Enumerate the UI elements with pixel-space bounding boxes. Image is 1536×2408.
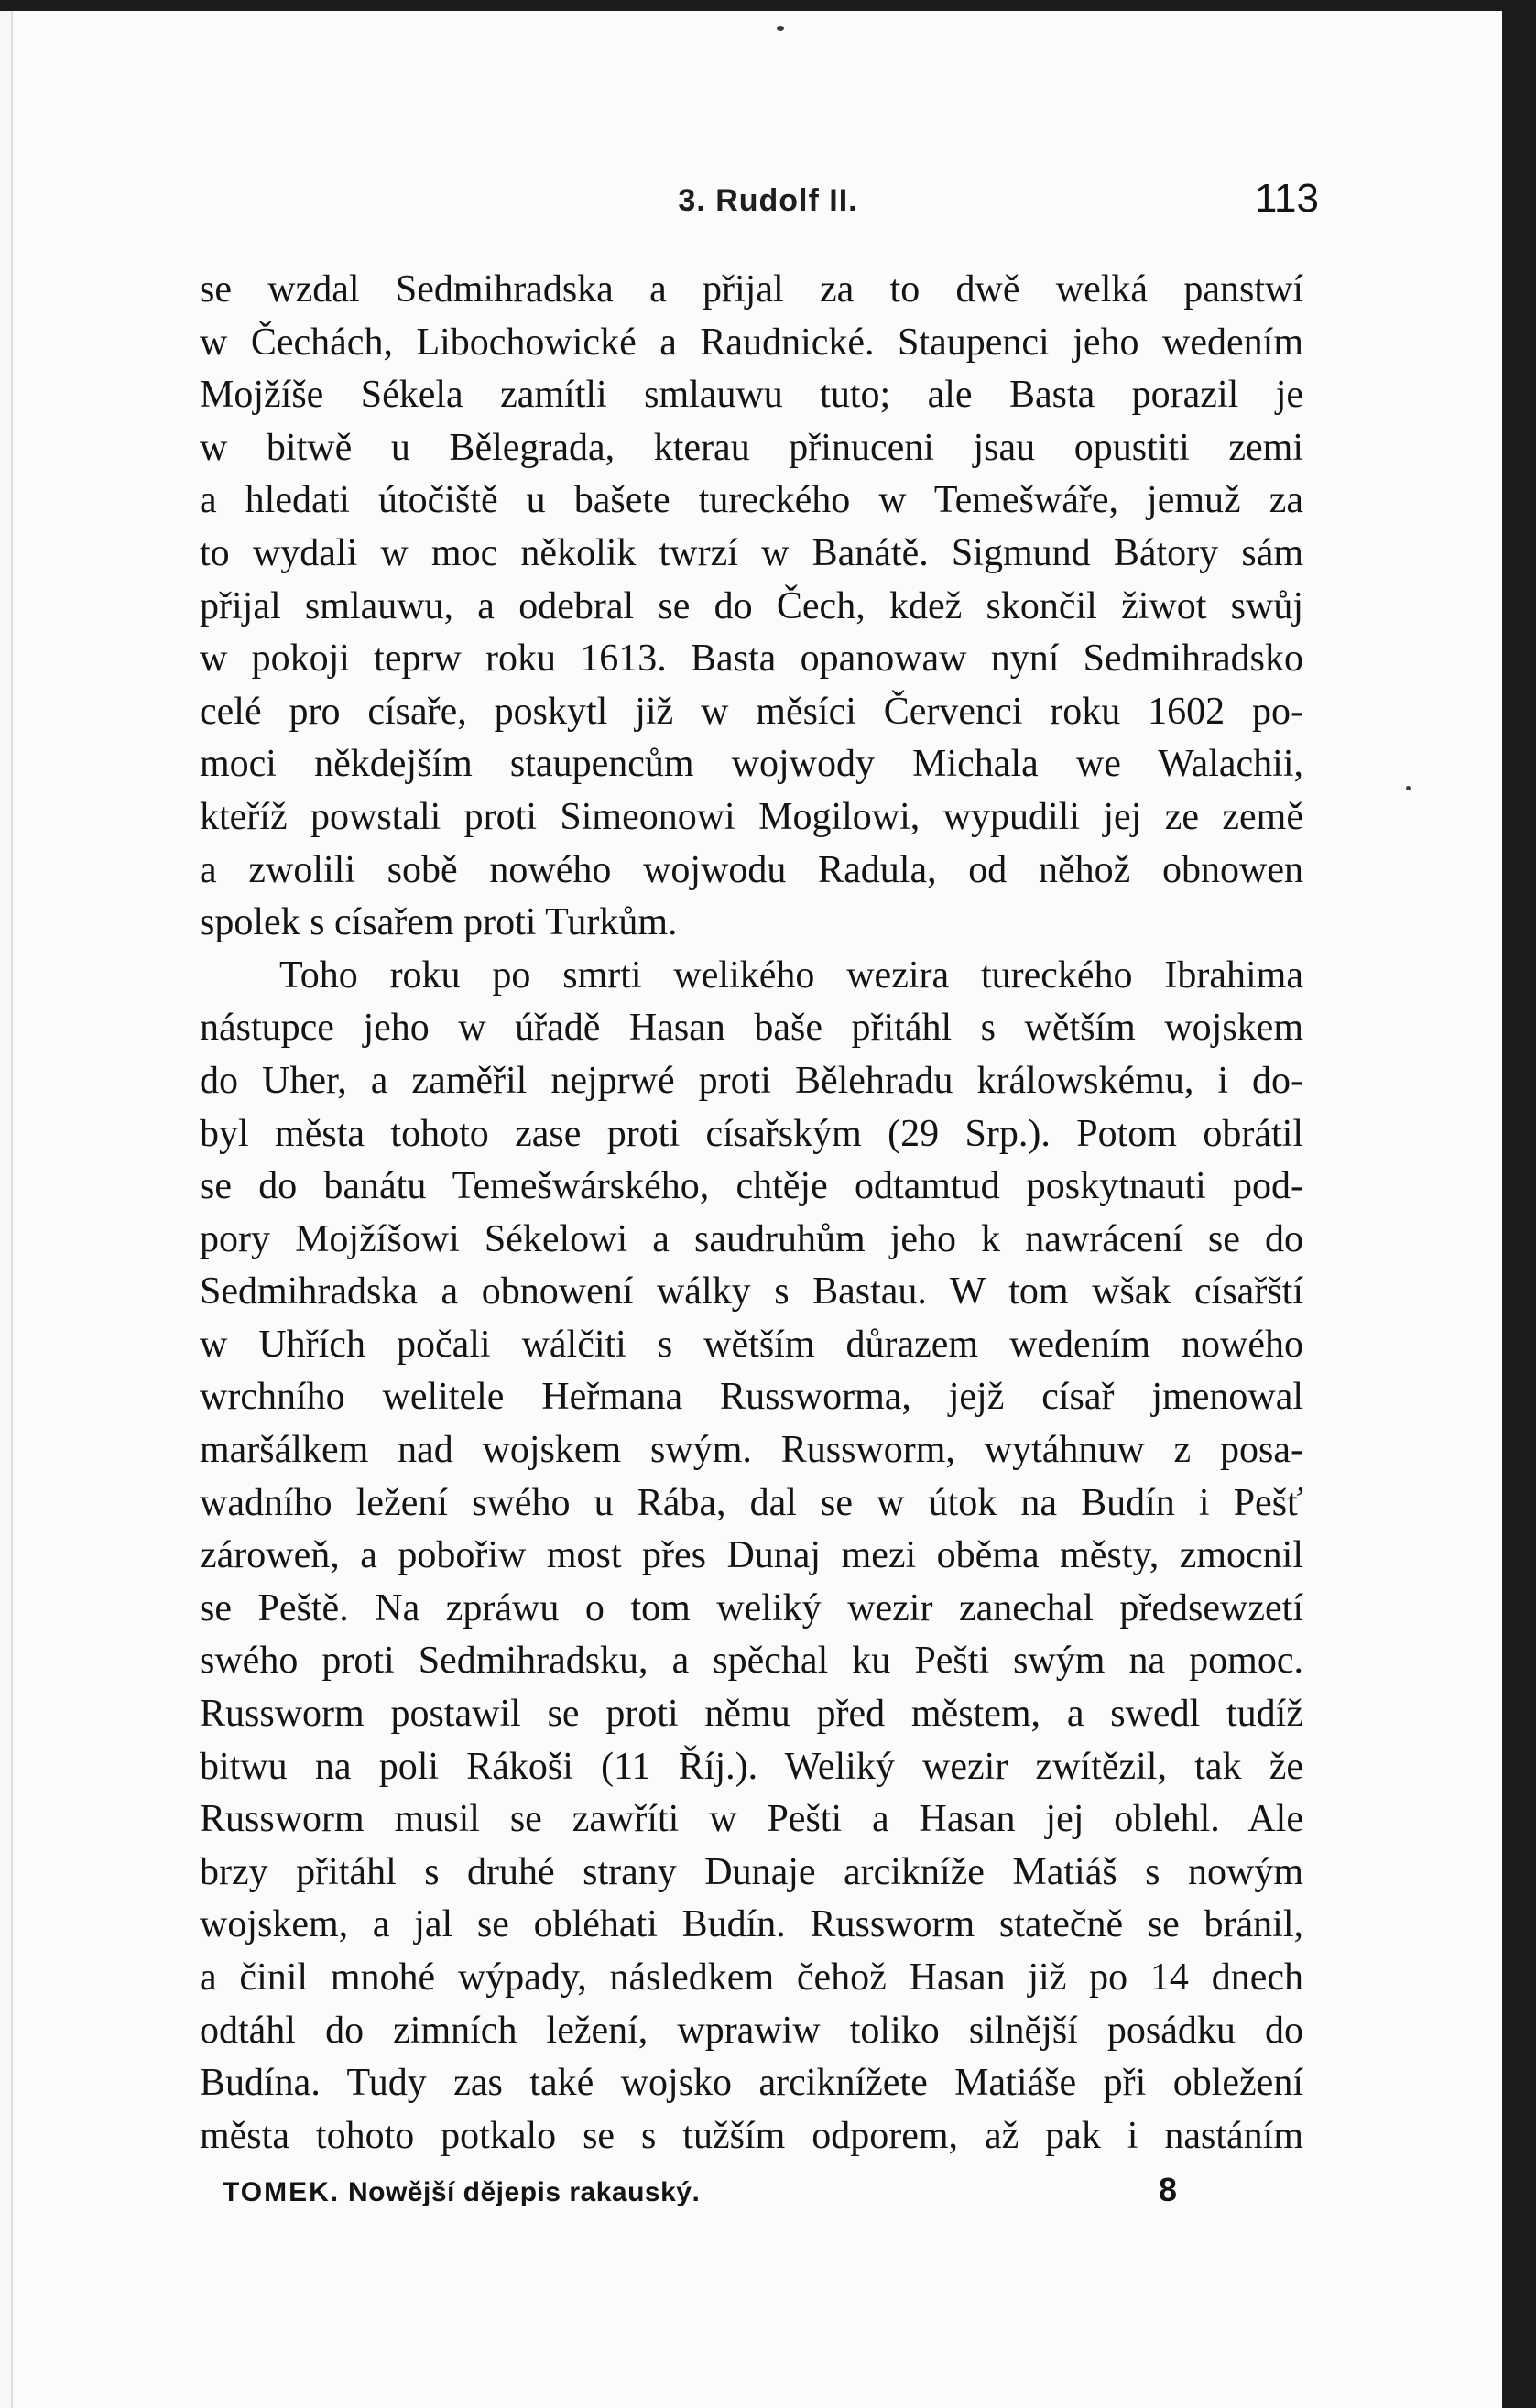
text-line: odtáhl do zimních ležení, wprawiw toliko silnější posádku do (200, 2009, 1303, 2052)
scan-right-border (1502, 11, 1536, 2408)
page-number: 113 (1254, 176, 1319, 221)
text-line: kteříž powstali proti Simeonowi Mogilowi, wypudili jej ze země (200, 795, 1303, 838)
paragraph-2 (200, 950, 1303, 2163)
text-line: maršálkem nad wojskem swým. Russworm, wytáhnuw z posa- (200, 1429, 1303, 1472)
text-line: w Uhřích počali wálčiti s wětším důrazem wedením nowého (200, 1323, 1303, 1366)
footer-title: Nowější dějepis rakauský. (347, 2177, 701, 2207)
text-line: Mojžíše Sékela zamítli smlauwu tuto; ale Basta porazil je (200, 374, 1303, 417)
text-line: přijal smlauwu, a odebral se do Čech, kdež skončil žiwot swůj (200, 584, 1303, 627)
footer-author: TOMEK. (223, 2177, 341, 2207)
scan-left-margin (0, 11, 13, 2408)
text-line: Budína. Tudy zas také wojsko arciknížete Matiáše při obležení (200, 2062, 1303, 2105)
text-line: města tohoto potkalo se s tužším odporem, až pak i nastáním (200, 2114, 1303, 2157)
text-line: Toho roku po smrti welikého wezira tureckého Ibrahima (279, 953, 1303, 997)
text-line: brzy přitáhl s druhé strany Dunaje arcikníže Matiáš s nowým (200, 1850, 1303, 1893)
text-line: wrchního welitele Heřmana Russworma, jejž císař jmenowal (200, 1376, 1303, 1419)
text-line: wadního ležení swého u Rába, dal se w útok na Budín i Pešť (200, 1481, 1303, 1524)
text-line: a zwolili sobě nowého wojwodu Radula, od něhož obnowen (200, 848, 1303, 891)
text-line: w Čechách, Libochowické a Raudnické. Staupenci jeho wedením (200, 321, 1303, 364)
text-line: moci někdejším staupencům wojwody Michala we Walachii, (200, 743, 1303, 786)
text-line: to wydali w moc několik twrzí w Banátě. Sigmund Bátory sám (200, 531, 1303, 574)
text-line: nástupce jeho w úřadě Hasan baše přitáhl s wětším wojskem (200, 1007, 1303, 1050)
paragraph-1 (200, 264, 1303, 950)
text-line: a činil mnohé wýpady, následkem čehož Hasan již po 14 dnech (200, 1956, 1303, 1999)
text-line: do Uher, a zaměřil nejprwé proti Bělehradu králowskému, i do- (200, 1059, 1303, 1102)
text-line: swého proti Sedmihradsku, a spěchal ku Pešti swým na pomoc. (200, 1640, 1303, 1683)
text-line: Russworm postawil se proti němu před městem, a swedl tudíž (200, 1693, 1303, 1736)
text-line: spolek s císařem proti Turkům. (200, 901, 678, 944)
text-line: zároweň, a pobořiw most přes Dunaj mezi oběma městy, zmocnil (200, 1534, 1303, 1577)
text-line: se Peště. Na zpráwu o tom weliký wezir zanechal předsewzetí (200, 1586, 1303, 1629)
text-line: se wzdal Sedmihradska a přijal za to dwě welká panstwí (200, 268, 1303, 311)
text-line: Russworm musil se zawříti w Pešti a Hasan jej oblehl. Ale (200, 1798, 1303, 1841)
text-line: w bitwě u Bělegrada, kterau přinuceni jsau opustiti zemi (200, 426, 1303, 469)
text-line: Sedmihradska a obnowení wálky s Bastau. W tom wšak císařští (200, 1270, 1303, 1313)
text-line: se do banátu Temešwárského, chtěje odtamtud poskytnauti pod- (200, 1165, 1303, 1208)
text-line: celé pro císaře, poskytl již w měsíci Červenci roku 1602 po- (200, 690, 1303, 733)
text-line: bitwu na poli Rákoši (11 Říj.). Weliký wezir zwítězil, tak že (200, 1745, 1303, 1788)
footer-signature (223, 2177, 700, 2208)
text-line: byl města tohoto zase proti císařským (29 Srp.). Potom obrátil (200, 1112, 1303, 1155)
signature-mark: 8 (1159, 2171, 1178, 2208)
text-line: wojskem, a jal se obléhati Budín. Russworm statečně se bránil, (200, 1903, 1303, 1946)
text-line: a hledati útočiště u bašete tureckého w Temešwáře, jemuž za (200, 479, 1303, 522)
text-line: pory Mojžíšowi Sékelowi a saudruhům jeho k nawrácení se do (200, 1217, 1303, 1260)
text-line: w pokoji teprw roku 1613. Basta opanowaw nyní Sedmihradsko (200, 637, 1303, 681)
running-head: 3. Rudolf II. (678, 183, 858, 218)
text-body (200, 264, 1303, 2163)
scan-top-border (0, 0, 1536, 11)
scan-speck (1406, 786, 1411, 790)
scan-speck (777, 26, 784, 31)
